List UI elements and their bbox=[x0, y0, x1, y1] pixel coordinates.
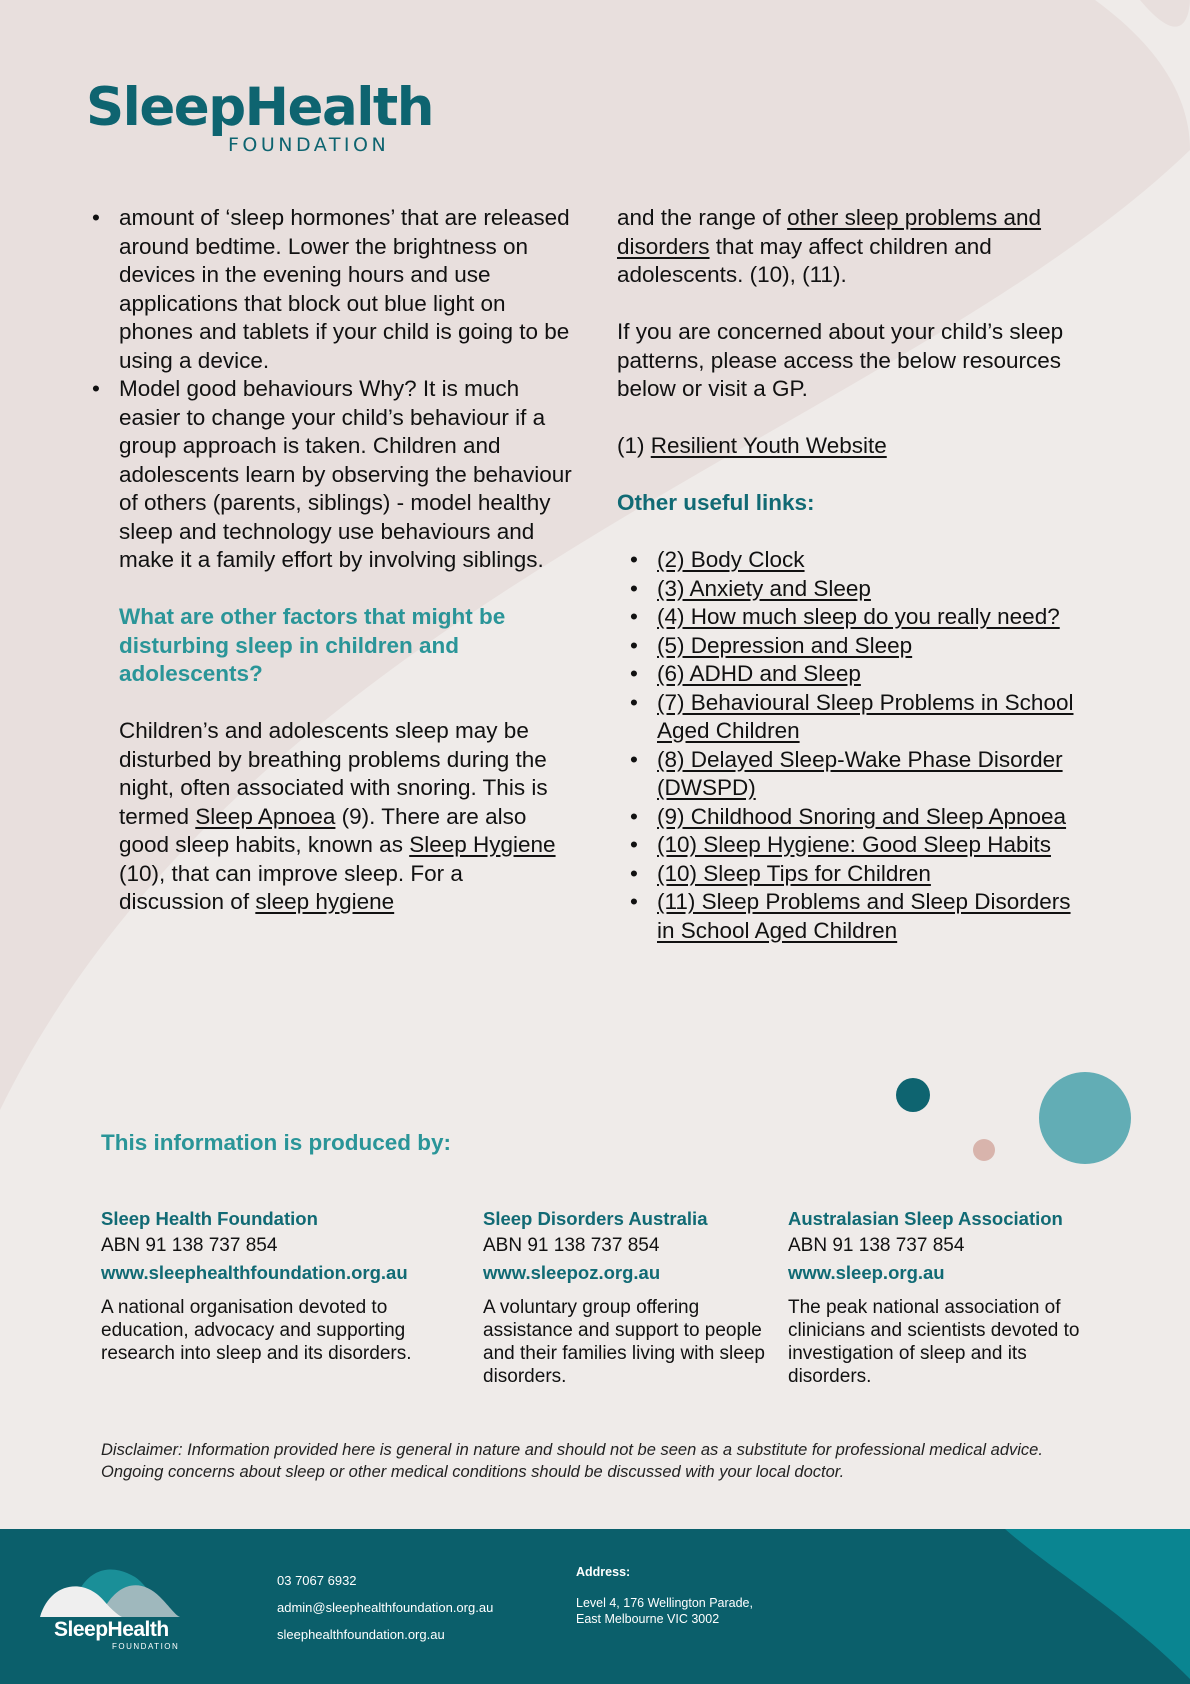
org-abn: ABN 91 138 737 854 bbox=[483, 1235, 660, 1256]
footer-email[interactable]: admin@sleephealthfoundation.org.au bbox=[277, 1600, 494, 1615]
org-description: A voluntary group offering assistance and support to people and their families living with sleep disorders. bbox=[483, 1297, 765, 1387]
list-item bbox=[657, 660, 1077, 689]
link-sleep-problems-school[interactable]: (11) Sleep Problems and Sleep Disorders in School Aged Children bbox=[657, 889, 1071, 943]
factors-paragraph bbox=[119, 717, 574, 917]
text-span: that may affect children and adolescents. (10), (11). bbox=[617, 233, 992, 287]
resilient-youth-link[interactable]: Resilient Youth Website bbox=[650, 433, 887, 458]
dot-teal-large bbox=[1039, 1072, 1131, 1164]
footer-logo-text: SleepHealth bbox=[54, 1618, 169, 1641]
tips-list bbox=[37, 204, 574, 575]
footer-address-line1: Level 4, 176 Wellington Parade, bbox=[576, 1596, 753, 1610]
concern-paragraph: If you are concerned about your child’s sleep patterns, please access the below resources below or visit a GP. bbox=[617, 319, 1064, 401]
link-anxiety-sleep[interactable]: (3) Anxiety and Sleep bbox=[657, 575, 871, 601]
useful-links-list bbox=[617, 546, 1077, 945]
text-span: Children’s and adolescents sleep may be disturbed by breathing problems during the night, often associated with snoring. This is termed bbox=[119, 718, 548, 829]
dot-teal-dark bbox=[896, 1078, 930, 1112]
continued-paragraph bbox=[617, 204, 1077, 290]
list-item bbox=[657, 803, 1077, 832]
other-links-heading: Other useful links: bbox=[617, 490, 815, 515]
text-span: (9). There are also good sleep habits, known as bbox=[119, 803, 527, 857]
org-sleep-health-foundation bbox=[101, 1207, 431, 1365]
header-logo bbox=[86, 77, 433, 156]
other-sleep-problems-link[interactable]: other sleep problems and disorders bbox=[617, 205, 1042, 259]
logo-main-text: SleepHealth bbox=[86, 77, 433, 138]
logo-sub-text: FOUNDATION bbox=[228, 134, 390, 156]
right-column bbox=[617, 204, 1077, 945]
text-span: and the range of bbox=[617, 205, 788, 230]
list-item bbox=[657, 689, 1077, 746]
left-column bbox=[119, 204, 574, 917]
list-item bbox=[657, 546, 1077, 575]
footer-website[interactable]: sleephealthfoundation.org.au bbox=[277, 1627, 445, 1642]
list-item bbox=[657, 575, 1077, 604]
footer-address bbox=[576, 1595, 753, 1627]
list-item bbox=[657, 831, 1077, 860]
link-how-much-sleep[interactable]: (4) How much sleep do you really need? bbox=[657, 604, 1060, 629]
list-item bbox=[657, 603, 1077, 632]
footer-phone[interactable]: 03 7067 6932 bbox=[277, 1573, 357, 1588]
text-span: (10), that can improve sleep. For a discussion of bbox=[119, 860, 463, 914]
org-name: Sleep Health Foundation bbox=[101, 1208, 318, 1229]
disclaimer: Disclaimer: Information provided here is general in nature and should not be seen as a substitute for professional medical advice. Ongoing concerns about sleep or other medical conditions should be discussed with your local doctor. bbox=[101, 1441, 1043, 1481]
footer bbox=[0, 1529, 1190, 1684]
dot-pink bbox=[973, 1139, 995, 1161]
org-description: A national organisation devoted to education, advocacy and supporting research into sleep and its disorders. bbox=[101, 1297, 412, 1364]
org-website-link[interactable]: www.sleephealthfoundation.org.au bbox=[101, 1262, 408, 1283]
org-website-link[interactable]: www.sleep.org.au bbox=[788, 1262, 945, 1283]
list-item bbox=[657, 746, 1077, 803]
resource-line bbox=[617, 432, 1077, 461]
org-description: The peak national association of clinicians and scientists devoted to investigation of sleep and its disorders. bbox=[788, 1297, 1080, 1387]
org-sleep-disorders-australia bbox=[483, 1207, 773, 1388]
link-body-clock[interactable]: (2) Body Clock bbox=[657, 547, 805, 572]
org-abn: ABN 91 138 737 854 bbox=[788, 1235, 965, 1256]
link-depression-sleep[interactable]: (5) Depression and Sleep bbox=[657, 632, 913, 658]
link-childhood-snoring[interactable]: (9) Childhood Snoring and Sleep Apnoea bbox=[657, 803, 1067, 829]
link-behavioural-sleep[interactable]: (7) Behavioural Sleep Problems in School Aged Children bbox=[657, 689, 1074, 743]
org-name: Australasian Sleep Association bbox=[788, 1208, 1063, 1229]
sleep-apnoea-link[interactable]: Sleep Apnoea bbox=[195, 803, 336, 829]
footer-address-line2: East Melbourne VIC 3002 bbox=[576, 1612, 720, 1626]
footer-address-label: Address: bbox=[576, 1565, 631, 1579]
list-item bbox=[657, 888, 1077, 945]
link-adhd-sleep[interactable]: (6) ADHD and Sleep bbox=[657, 661, 861, 686]
sleep-hygiene-discussion-link[interactable]: sleep hygiene bbox=[255, 889, 395, 914]
org-australasian-sleep-association bbox=[788, 1207, 1088, 1388]
list-item: • amount of ‘sleep hormones’ that are released around bedtime. Lower the brightness on devices in the evening hours and use applications that block out blue light on phones and tablets if your child is going to be using a device. bbox=[119, 204, 574, 375]
link-dswpd[interactable]: (8) Delayed Sleep-Wake Phase Disorder (DWSPD) bbox=[657, 746, 1063, 800]
footer-wave bbox=[1005, 1529, 1190, 1679]
org-website-link[interactable]: www.sleepoz.org.au bbox=[483, 1262, 661, 1283]
factors-heading: What are other factors that might be disturbing sleep in children and adolescents? bbox=[119, 604, 506, 686]
org-name: Sleep Disorders Australia bbox=[483, 1208, 708, 1229]
list-item bbox=[657, 860, 1077, 889]
list-item: • Model good behaviours Why? It is much easier to change your child’s behaviour if a group approach is taken. Children and adolescents learn by observing the behaviour of others (parents, siblings) - model healthy sleep and technology use behaviours and make it a family effort by involving siblings. bbox=[119, 375, 574, 575]
produced-by-title: This information is produced by: bbox=[101, 1130, 452, 1155]
org-abn: ABN 91 138 737 854 bbox=[101, 1235, 278, 1256]
link-sleep-tips[interactable]: (10) Sleep Tips for Children bbox=[657, 860, 931, 886]
text-span: (1) bbox=[617, 433, 651, 458]
footer-logo-sub: FOUNDATION bbox=[112, 1642, 180, 1651]
list-item bbox=[657, 632, 1077, 661]
footer-contact bbox=[277, 1567, 493, 1648]
sleep-hygiene-link[interactable]: Sleep Hygiene bbox=[409, 832, 556, 857]
link-sleep-hygiene[interactable]: (10) Sleep Hygiene: Good Sleep Habits bbox=[657, 832, 1051, 857]
